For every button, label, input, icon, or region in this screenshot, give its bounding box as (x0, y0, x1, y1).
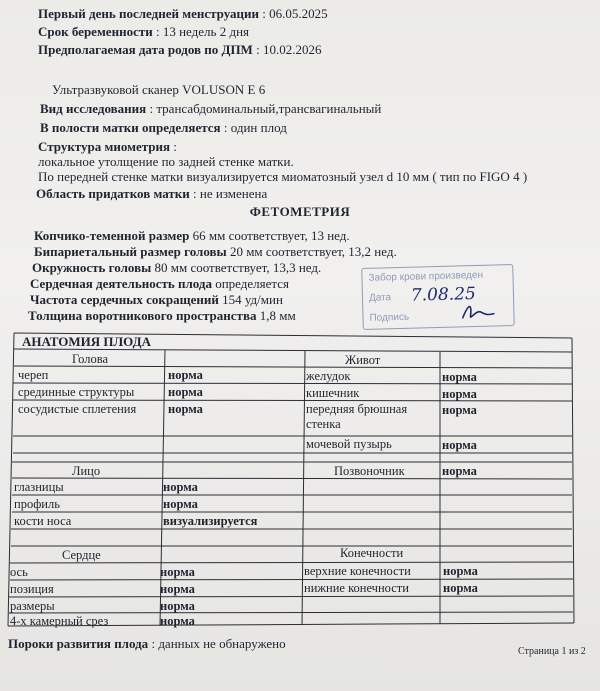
defects-label: Пороки развития плода (8, 636, 149, 651)
crl-line (34, 228, 350, 243)
abdomen-row-name: кишечник (306, 386, 360, 400)
section-heart: Сердце (62, 548, 101, 562)
cavity-label: В полости матки определяется (40, 120, 221, 135)
adnexa-label: Область придатков матки (36, 186, 190, 201)
cavity-value: один плод (230, 120, 287, 135)
ga-line: Срок беременности : 13 недель 2 дня (38, 24, 250, 39)
nt-value: 1,8 мм (259, 308, 296, 323)
hr-label: Частота сердечных сокращений (30, 292, 219, 307)
crl-label: Копчико-теменной размер (34, 228, 190, 243)
face-row-name: глазницы (14, 480, 64, 494)
abdomen-row-name: передняя брюшная (306, 402, 408, 416)
anatomy-title: АНАТОМИЯ ПЛОДА (22, 334, 151, 349)
head-row-value: норма (168, 402, 203, 416)
section-spine: Позвоночник (334, 464, 405, 478)
heart-activity-value: определяется (215, 276, 289, 291)
scanner-line: Ультразвуковой сканер VOLUSON E 6 (52, 82, 266, 97)
nt-line (28, 308, 296, 323)
myo-line1: локальное утолщение по задней стенке матки. (38, 154, 294, 169)
heart-row-name: 4-х камерный срез (10, 614, 109, 628)
myo-label: Структура миометрия (38, 139, 171, 154)
crl-value: 66 мм соответствует, 13 нед. (192, 228, 350, 243)
table-grid (0, 330, 600, 630)
ga-label: Срок беременности (38, 24, 153, 39)
fetometry-title: ФЕТОМЕТРИЯ (249, 204, 351, 219)
myo-label-line: Структура миометрия : (38, 139, 177, 154)
abdomen-row-name: мочевой пузырь (306, 437, 392, 451)
myo-line2: По передней стенке матки визуализируется миоматозный узел d 10 мм ( тип по FIGO 4 ) (38, 169, 528, 184)
edd-value: 10.02.2026 (262, 42, 322, 57)
head-row-name: сосудистые сплетения (18, 402, 137, 416)
spine-value: норма (442, 464, 477, 478)
abdomen-row-value: норма (442, 387, 477, 401)
heart-row-name: позиция (10, 582, 54, 596)
defects-line: Пороки развития плода : данных не обнаружено (8, 636, 286, 651)
heart-row-value: норма (160, 582, 195, 596)
lmp-line: Первый день последней менструации : 06.05.2025 (38, 6, 328, 21)
section-face: Лицо (72, 464, 101, 478)
stamp-date-value: 7.08.25 (410, 284, 477, 306)
face-row-name: профиль (14, 497, 60, 511)
limbs-row-value: норма (443, 564, 478, 578)
limbs-row-value: норма (443, 581, 478, 595)
face-row-value: норма (163, 497, 198, 511)
heart-row-name: размеры (10, 599, 55, 613)
cavity-line: В полости матки определяется : один плод (40, 120, 287, 135)
bpd-value: 20 мм соответствует, 13,2 нед. (229, 244, 397, 259)
abdomen-row-value: норма (442, 370, 477, 384)
head-row-name: череп (18, 368, 49, 382)
hr-line (30, 292, 283, 307)
abdomen-row-value: норма (442, 438, 477, 452)
heart-row-value: норма (160, 599, 195, 613)
adnexa-line: Область придатков матки : не изменена (36, 186, 268, 201)
section-abdomen: Живот (345, 353, 381, 367)
ga-value: 13 недель 2 дня (162, 24, 250, 39)
heart-row-value: норма (160, 565, 195, 579)
face-row-value: визуализируется (163, 514, 258, 528)
defects-value: данных не обнаружено (158, 636, 286, 651)
face-row-value: норма (163, 480, 198, 494)
anatomy-table (0, 330, 600, 630)
edd-line: Предполагаемая дата родов по ДПМ : 10.02.2026 (38, 42, 322, 57)
page-number: Страница 1 из 2 (518, 646, 586, 657)
edd-label: Предполагаемая дата родов по ДПМ (38, 42, 253, 57)
stamp-date-label: Дата (368, 292, 392, 304)
stamp-sign-label: Подпись (369, 311, 410, 324)
heart-activity-label: Сердечная деятельность плода (30, 276, 212, 291)
limbs-row-name: верхние конечности (304, 564, 411, 578)
stamp-title: Забор крови произведен (368, 269, 484, 284)
limbs-row-name: нижние конечности (304, 581, 409, 595)
heart-activity-line (30, 276, 289, 291)
face-row-name: кости носа (14, 514, 72, 528)
exam-type-label: Вид исследования (40, 101, 147, 116)
bpd-line (34, 244, 397, 259)
exam-type-value: трансабдоминальный,трансвагинальный (156, 101, 382, 116)
section-head: Голова (72, 352, 108, 366)
head-row-value: норма (168, 385, 203, 399)
abdomen-row-name: желудок (306, 369, 351, 383)
hc-value: 80 мм соответствует, 13,3 нед. (154, 260, 322, 275)
lmp-value: 06.05.2025 (269, 6, 328, 21)
lmp-label: Первый день последней менструации (38, 6, 259, 21)
hr-value: 154 уд/мин (222, 292, 283, 307)
signature-icon (458, 299, 499, 322)
blood-draw-stamp (361, 264, 515, 330)
section-limbs: Конечности (340, 546, 404, 560)
abdomen-row-value: норма (442, 403, 477, 417)
hc-line (32, 260, 321, 275)
exam-type-line: Вид исследования : трансабдоминальный,трансвагинальный (40, 101, 382, 116)
hc-label: Окружность головы (32, 260, 152, 275)
bpd-label: Бипариетальный размер головы (34, 244, 227, 259)
heart-row-value: норма (160, 614, 195, 628)
abdomen-row-name-cont: стенка (306, 417, 341, 431)
head-row-value: норма (168, 368, 203, 382)
adnexa-value: не изменена (199, 186, 268, 201)
head-row-name: срединные структуры (18, 385, 135, 399)
nt-label: Толщина воротникового пространства (28, 308, 257, 323)
heart-row-name: ось (10, 565, 28, 579)
